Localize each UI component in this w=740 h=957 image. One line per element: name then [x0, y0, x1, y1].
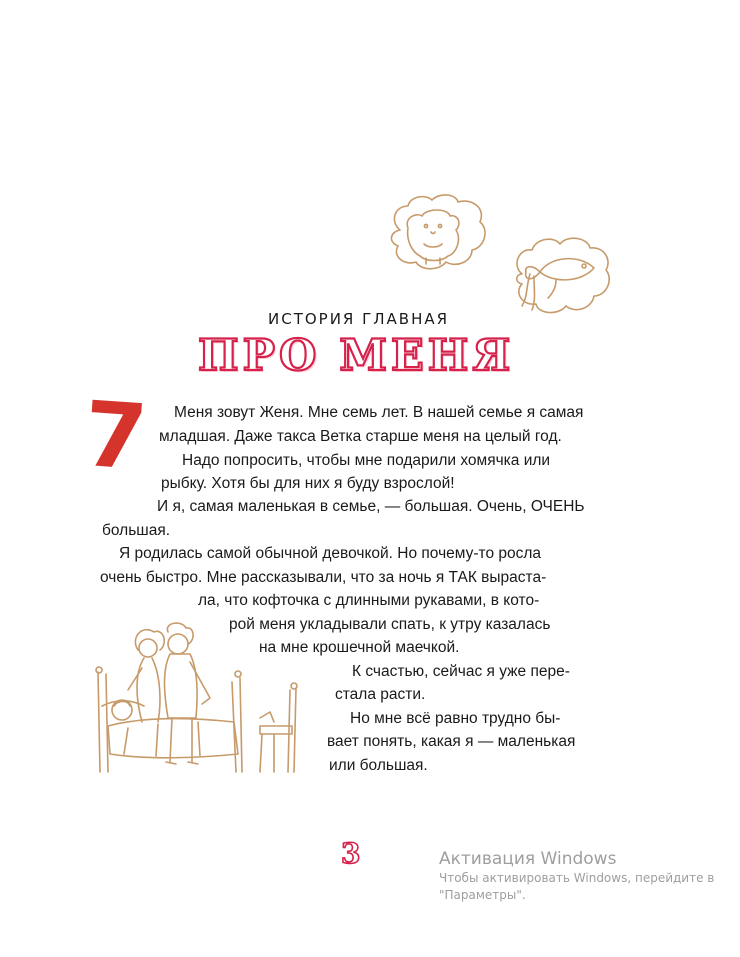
family-bedtime-illustration — [88, 622, 310, 774]
text-line: рыбку. Хотя бы для них я буду взрослой! — [161, 475, 455, 492]
drop-cap-number: 7 — [80, 381, 151, 492]
text-line: ла, что кофточка с длинными рукавами, в кото- — [198, 592, 540, 609]
text-line: стала расти. — [335, 686, 426, 703]
chapter-title: ПРО МЕНЯ — [198, 331, 515, 381]
text-line: И я, самая маленькая в семье, — большая. Очень, ОЧЕНЬ — [157, 498, 585, 515]
text-line: младшая. Даже такса Ветка старше меня на целый год. — [159, 428, 562, 445]
hamster-icon — [386, 192, 492, 274]
watermark-line: Чтобы активировать Windows, перейдите в — [439, 871, 715, 885]
text-line: К счастью, сейчас я уже пере- — [352, 663, 570, 680]
chapter-subtitle: ИСТОРИЯ ГЛАВНАЯ — [268, 310, 450, 328]
text-line: рой меня укладывали спать, к утру казалась — [229, 616, 551, 633]
text-line: вает понять, какая я — маленькая — [327, 733, 576, 750]
text-line: Но мне всё равно трудно бы- — [350, 710, 561, 727]
text-line: Надо попросить, чтобы мне подарили хомячка или — [182, 452, 551, 469]
watermark-title: Активация Windows — [439, 849, 617, 869]
page-number: 3 — [341, 837, 361, 870]
text-line: большая. — [102, 522, 171, 539]
windows-activation-watermark — [439, 848, 714, 904]
text-line: очень быстро. Мне рассказывали, что за ночь я ТАК выраста- — [100, 569, 547, 586]
text-line: на мне крошечной маечкой. — [259, 639, 460, 656]
watermark-line: "Параметры". — [439, 888, 526, 902]
text-line: Я родилась самой обычной девочкой. Но почему-то росла — [119, 545, 542, 562]
text-line: или большая. — [329, 757, 428, 774]
fish-icon — [510, 234, 614, 318]
text-line: Меня зовут Женя. Мне семь лет. В нашей семье я самая — [174, 404, 584, 421]
